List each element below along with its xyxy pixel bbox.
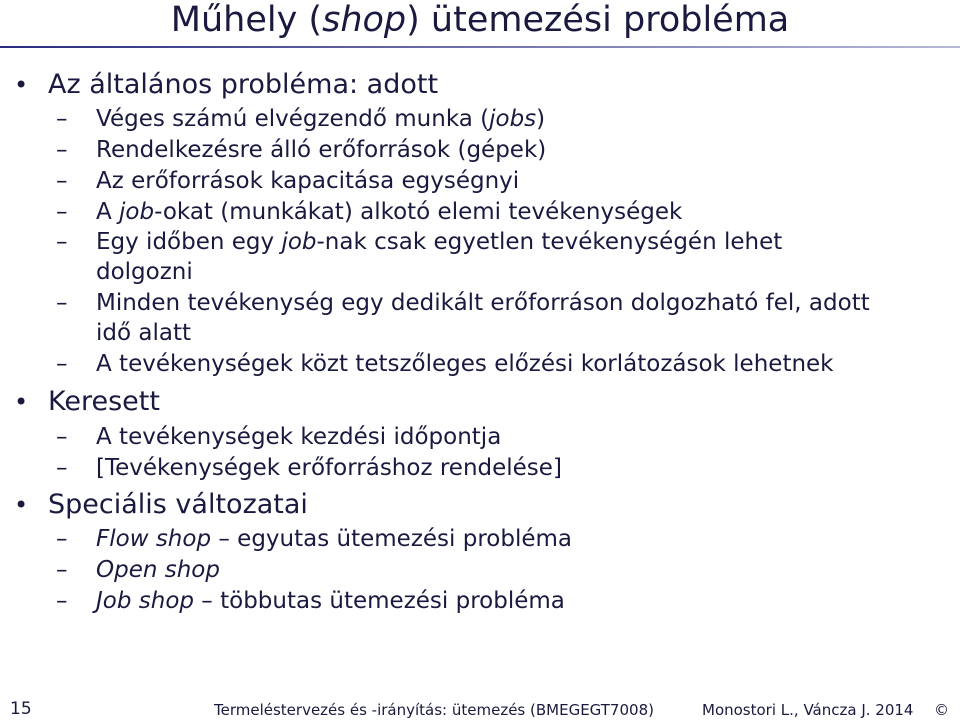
list-item: – Minden tevékenység egy dedikált erőforráson dolgozható fel, adott <box>56 290 870 316</box>
list-item: – A job-okat (munkákat) alkotó elemi tevékenységek <box>56 199 683 225</box>
list-item-continuation: idő alatt <box>96 320 191 346</box>
list-item: – Job shop – többutas ütemezési probléma <box>56 588 565 614</box>
list-item: – Egy időben egy job-nak csak egyetlen tevékenységén lehet <box>56 229 783 255</box>
footer-course: Termeléstervezés és -irányítás: ütemezés (BMEGEGT7008) <box>214 701 654 719</box>
list-item: – A tevékenységek kezdési időpontja <box>56 424 502 450</box>
footer-authors: Monostori L., Váncza J. 2014 <box>702 701 914 719</box>
list-item-continuation: dolgozni <box>96 259 193 285</box>
list-item: – Open shop <box>56 557 220 583</box>
list-item: – A tevékenységek közt tetszőleges előzési korlátozások lehetnek <box>56 351 834 377</box>
slide-title: Műhely (shop) ütemezési probléma <box>170 0 790 40</box>
bullet-sought: • Keresett <box>14 386 160 417</box>
list-item: – Rendelkezésre álló erőforrások (gépek) <box>56 137 547 163</box>
page-number: 15 <box>10 699 32 719</box>
bullet-variants: • Speciális változatai <box>14 489 308 520</box>
list-item: – Az erőforrások kapacitása egységnyi <box>56 168 520 194</box>
list-item: – Véges számú elvégzendő munka (jobs) <box>56 106 546 132</box>
list-item: – [Tevékenységek erőforráshoz rendelése] <box>56 455 562 481</box>
title-underline <box>0 46 960 48</box>
bullet-given: • Az általános probléma: adott <box>14 69 439 100</box>
copyright-icon: © <box>934 701 949 719</box>
list-item: – Flow shop – egyutas ütemezési probléma <box>56 526 572 552</box>
